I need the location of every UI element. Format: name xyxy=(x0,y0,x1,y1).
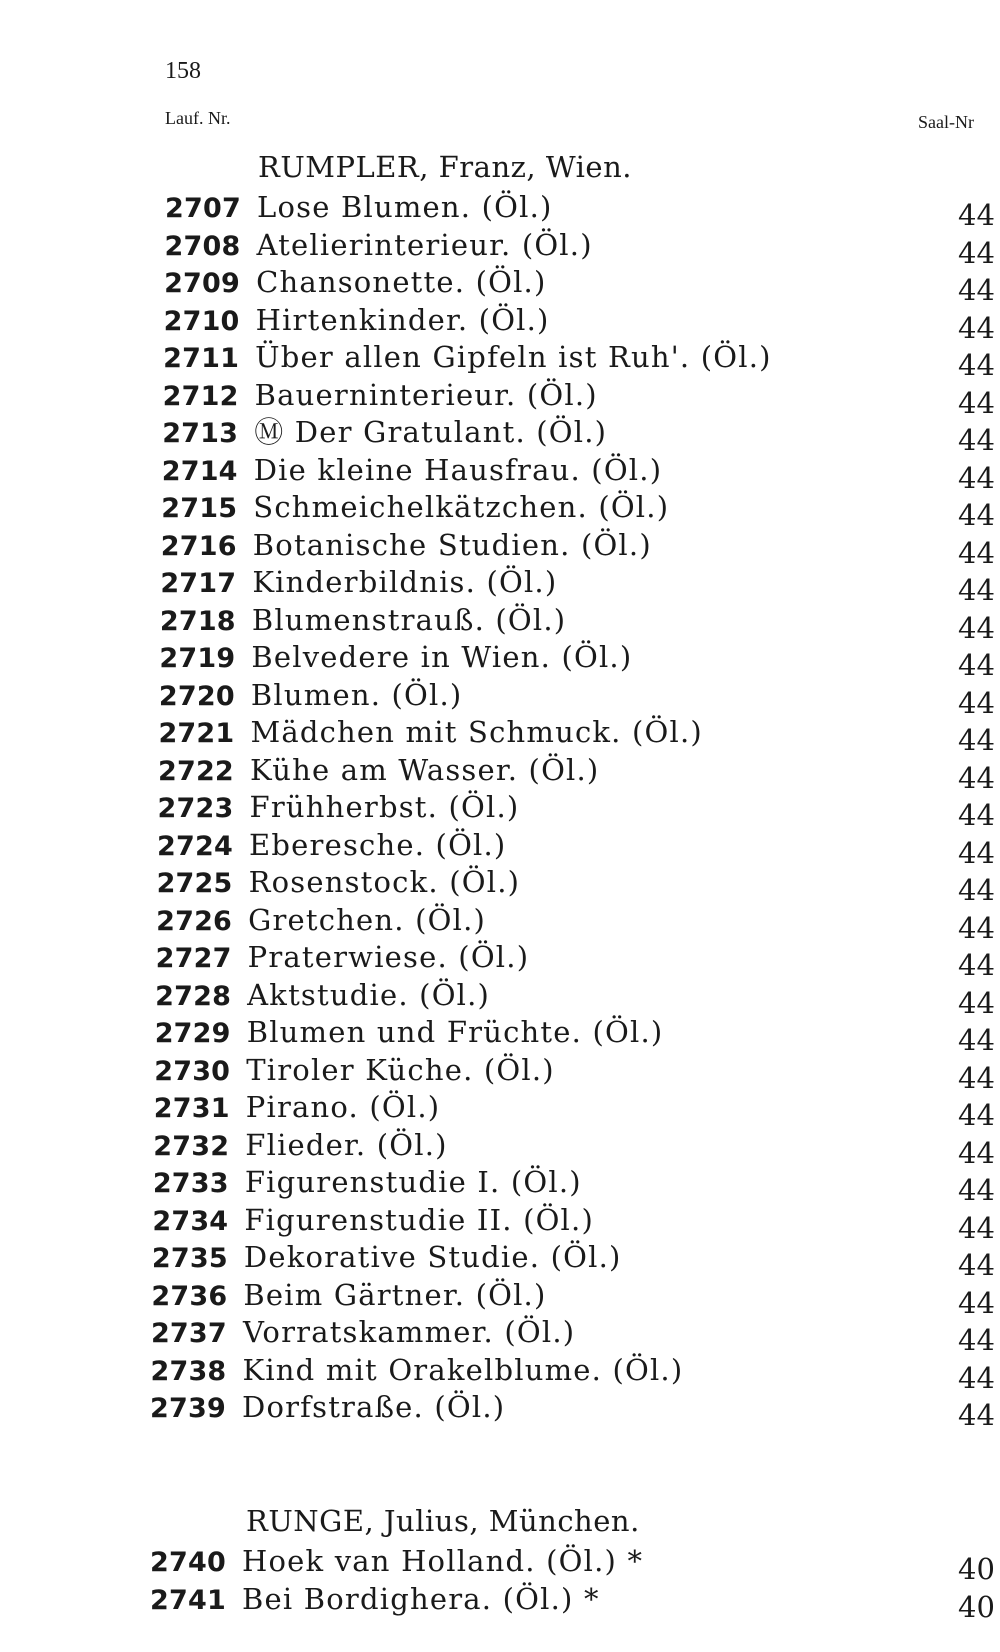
catalog-entry xyxy=(154,1088,441,1126)
entry-title: Eberesche. (Öl.) xyxy=(249,827,507,862)
entry-saal-number: 44 xyxy=(958,1060,995,1095)
entry-saal-number: 44 xyxy=(958,610,995,645)
entry-saal-number: 44 xyxy=(958,273,995,307)
entry-number: 2721 xyxy=(158,718,235,749)
catalog-entry xyxy=(160,601,566,639)
entry-number: 2722 xyxy=(157,755,234,787)
catalog-entry xyxy=(158,788,520,826)
entry-number: 2740 xyxy=(150,1547,226,1578)
catalog-entry xyxy=(156,901,486,939)
entry-saal-number: 44 xyxy=(958,873,995,907)
entry-title: Ⓜ Der Gratulant. (Öl.) xyxy=(254,415,608,449)
entry-saal-number: 40 xyxy=(958,1552,995,1586)
entry-title: Blumen und Früchte. (Öl.) xyxy=(246,1015,664,1049)
entry-title: Aktstudie. (Öl.) xyxy=(247,977,491,1012)
entry-title: Botanische Studien. (Öl.) xyxy=(252,527,652,562)
entry-saal-number: 44 xyxy=(958,498,995,532)
catalog-entry xyxy=(160,563,557,601)
entry-title: Frühherbst. (Öl.) xyxy=(249,790,520,824)
entry-number: 2734 xyxy=(152,1205,229,1237)
catalog-entry xyxy=(162,451,662,489)
artist-heading: RUMPLER, Franz, Wien. xyxy=(258,150,632,184)
entry-saal-number: 44 xyxy=(958,1248,995,1282)
entry-saal-number: 44 xyxy=(958,310,995,345)
entry-title: Kinderbildnis. (Öl.) xyxy=(252,565,558,599)
catalog-entry xyxy=(157,863,521,901)
entry-number: 2732 xyxy=(153,1130,230,1162)
entry-saal-number: 40 xyxy=(958,1589,995,1624)
catalog-entry xyxy=(152,1201,594,1239)
entry-number: 2736 xyxy=(151,1280,228,1312)
entry-title: Rosenstock. (Öl.) xyxy=(248,865,521,899)
catalog-entry xyxy=(159,676,463,714)
entry-title: Schmeichelkätzchen. (Öl.) xyxy=(253,490,670,524)
entry-number: 2738 xyxy=(150,1355,227,1387)
catalog-entry xyxy=(152,1238,622,1276)
catalog-entry xyxy=(151,1313,575,1351)
entry-title: Lose Blumen. (Öl.) xyxy=(257,190,553,224)
catalog-entry xyxy=(164,263,546,301)
entry-title: Dorfstraße. (Öl.) xyxy=(242,1390,506,1424)
entry-title: Gretchen. (Öl.) xyxy=(248,902,487,937)
catalog-entry xyxy=(165,226,593,264)
entry-number: 2718 xyxy=(159,605,236,637)
page-number: 158 xyxy=(165,58,201,84)
entry-saal-number: 44 xyxy=(958,1210,995,1245)
entry-title: Figurenstudie II. (Öl.) xyxy=(244,1202,594,1237)
entry-saal-number: 44 xyxy=(958,198,995,232)
entry-number: 2725 xyxy=(156,868,233,899)
catalog-entry xyxy=(165,188,553,226)
entry-title: Hirtenkinder. (Öl.) xyxy=(255,302,550,337)
entry-number: 2719 xyxy=(159,643,236,674)
entry-title: Hoek van Holland. (Öl.) * xyxy=(242,1544,644,1578)
entry-saal-number: 44 xyxy=(958,948,995,982)
entry-number: 2735 xyxy=(151,1243,228,1274)
entry-title: Dekorative Studie. (Öl.) xyxy=(243,1240,622,1274)
entry-title: Belvedere in Wien. (Öl.) xyxy=(251,640,633,674)
entry-saal-number: 44 xyxy=(958,1285,995,1320)
entry-saal-number: 44 xyxy=(958,648,995,682)
entry-saal-number: 44 xyxy=(958,235,995,270)
entry-number: 2730 xyxy=(154,1055,231,1087)
entry-title: Flieder. (Öl.) xyxy=(245,1127,448,1162)
catalog-entry xyxy=(150,1351,683,1389)
entry-saal-number: 44 xyxy=(958,985,995,1020)
catalog-entry xyxy=(155,1013,664,1051)
catalog-entry xyxy=(151,1276,546,1314)
catalog-entry xyxy=(158,751,599,789)
entry-number: 2714 xyxy=(161,455,238,487)
catalog-entry xyxy=(161,526,652,564)
entry-saal-number: 44 xyxy=(958,1323,995,1357)
catalog-entry xyxy=(163,338,772,376)
entry-saal-number: 44 xyxy=(958,460,995,495)
entry-title: Bei Bordighera. (Öl.) * xyxy=(242,1581,600,1616)
entry-saal-number: 44 xyxy=(958,1135,995,1170)
entry-title: Bauerninterieur. (Öl.) xyxy=(254,377,598,412)
entry-title: Beim Gärtner. (Öl.) xyxy=(243,1277,547,1312)
entry-saal-number: 44 xyxy=(958,798,995,832)
entry-number: 2729 xyxy=(154,1018,231,1049)
entry-title: Vorratskammer. (Öl.) xyxy=(242,1315,576,1349)
entry-title: Über allen Gipfeln ist Ruh'. (Öl.) xyxy=(255,340,772,374)
entry-title: Kühe am Wasser. (Öl.) xyxy=(249,752,600,787)
entry-saal-number: 44 xyxy=(958,760,995,795)
entry-title: Blumen. (Öl.) xyxy=(250,677,463,712)
catalog-entry xyxy=(164,301,550,339)
entry-title: Pirano. (Öl.) xyxy=(245,1090,441,1124)
entry-number: 2727 xyxy=(155,943,232,974)
catalog-entry xyxy=(153,1163,582,1201)
entry-title: Mädchen mit Schmuck. (Öl.) xyxy=(250,715,703,749)
catalog-entry xyxy=(150,1388,505,1426)
entry-number: 2724 xyxy=(157,830,233,862)
catalog-entry xyxy=(150,1542,643,1580)
catalog-entry xyxy=(159,638,632,676)
entry-number: 2713 xyxy=(162,418,239,449)
entry-saal-number: 44 xyxy=(958,1398,995,1432)
entry-saal-number: 44 xyxy=(958,1360,995,1395)
entry-number: 2737 xyxy=(150,1318,227,1349)
entry-number: 2733 xyxy=(152,1168,229,1199)
entry-title: Atelierinterieur. (Öl.) xyxy=(256,227,593,262)
entry-saal-number: 44 xyxy=(958,385,995,420)
catalog-entry xyxy=(150,1580,600,1618)
entry-number: 2728 xyxy=(155,980,232,1012)
catalog-entry xyxy=(162,413,607,451)
entry-title: Praterwiese. (Öl.) xyxy=(247,940,530,974)
entry-number: 2723 xyxy=(157,793,234,824)
catalog-entry xyxy=(161,488,669,526)
column-header-lauf-nr: Lauf. Nr. xyxy=(165,108,231,128)
entry-number: 2720 xyxy=(158,680,235,712)
catalog-entry xyxy=(163,376,598,414)
catalog-entry xyxy=(156,938,530,976)
entry-number: 2741 xyxy=(150,1584,226,1616)
catalog-entry xyxy=(154,1051,555,1089)
entry-number: 2708 xyxy=(164,230,241,262)
entry-saal-number: 44 xyxy=(958,910,995,945)
entry-number: 2710 xyxy=(163,305,240,337)
entry-saal-number: 44 xyxy=(958,348,995,382)
entry-saal-number: 44 xyxy=(958,1023,995,1057)
entry-number: 2712 xyxy=(162,380,239,412)
artist-heading: RUNGE, Julius, München. xyxy=(246,1504,640,1538)
entry-title: Figurenstudie I. (Öl.) xyxy=(244,1165,582,1199)
entry-number: 2739 xyxy=(150,1393,226,1424)
entry-title: Kind mit Orakelblume. (Öl.) xyxy=(242,1352,684,1387)
catalog-entry xyxy=(153,1126,447,1164)
entry-number: 2711 xyxy=(163,343,240,374)
entry-number: 2716 xyxy=(160,530,237,562)
entry-saal-number: 44 xyxy=(958,685,995,720)
entry-saal-number: 44 xyxy=(958,573,995,607)
entry-saal-number: 44 xyxy=(958,1098,995,1132)
column-header-saal-nr: Saal-Nr xyxy=(918,112,974,132)
entry-number: 2726 xyxy=(156,905,233,937)
entry-number: 2707 xyxy=(165,193,241,224)
entry-saal-number: 44 xyxy=(958,835,995,870)
entry-number: 2731 xyxy=(153,1093,230,1124)
entry-number: 2717 xyxy=(160,568,237,599)
catalog-entry xyxy=(155,976,490,1014)
entry-saal-number: 44 xyxy=(958,723,995,757)
entry-title: Chansonette. (Öl.) xyxy=(256,265,547,299)
entry-saal-number: 44 xyxy=(958,535,995,570)
entry-number: 2709 xyxy=(164,268,241,299)
catalog-entry xyxy=(157,826,506,864)
entry-title: Blumenstrauß. (Öl.) xyxy=(251,602,567,637)
entry-saal-number: 44 xyxy=(958,1173,995,1207)
entry-number: 2715 xyxy=(161,493,238,524)
entry-saal-number: 44 xyxy=(958,423,995,457)
entry-title: Tiroler Küche. (Öl.) xyxy=(246,1052,555,1087)
entry-title: Die kleine Hausfrau. (Öl.) xyxy=(253,452,663,487)
catalog-entry xyxy=(158,713,702,751)
